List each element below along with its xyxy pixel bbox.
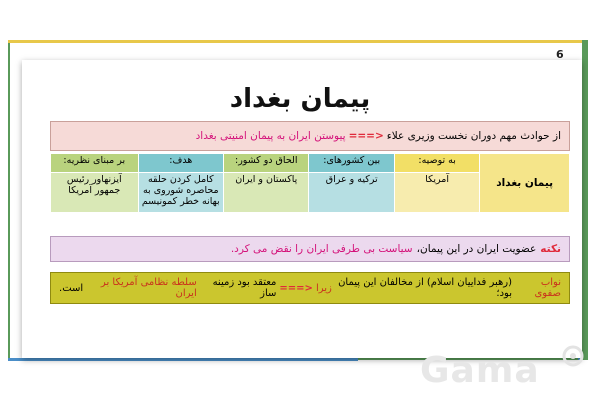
table-header: به توصیه: — [394, 154, 479, 173]
bottom-name: نواب صفوی — [534, 277, 561, 299]
bottom-because: زیرا — [315, 282, 332, 294]
frame-accent-bottom — [8, 358, 358, 361]
watermark-logo: Gama — [420, 350, 540, 391]
note-label: نکته — [540, 243, 561, 255]
table-cell: کامل کردن حلقه محاصره شوروی به بهانه خطر کمونیسم — [138, 173, 223, 213]
intro-box — [50, 121, 570, 151]
arrow-icon: <=== — [279, 282, 313, 294]
arrow-icon: <=== — [348, 130, 384, 142]
note-highlight: سیاست بی طرفی ایران را نقض می کرد. — [230, 243, 413, 255]
table-cell: آیزنهاور رئیس جمهور آمریکا — [51, 173, 139, 213]
bottom-text: (رهبر فداییان اسلام) از مخالفان این پیمان بود؛ — [338, 277, 513, 299]
table-cell: ترکیه و عراق — [309, 173, 394, 213]
gama-logo-icon — [562, 345, 584, 367]
bottom-highlight: سلطه نظامی آمریکا بر ایران — [100, 277, 197, 299]
intro-text: از حوادث مهم دوران نخست وزیری علاء — [386, 130, 561, 142]
intro-highlight: پیوستن ایران به پیمان امنیتی بغداد — [195, 130, 346, 142]
note-box — [50, 236, 570, 262]
bottom-end: است. — [59, 282, 84, 294]
info-table — [50, 153, 570, 213]
page-title: پیمان بغداد — [229, 84, 371, 114]
frame-accent-top — [8, 40, 582, 43]
table-header: بر مبنای نظریه: — [51, 154, 139, 173]
note-text: عضویت ایران در این پیمان، — [416, 243, 537, 255]
table-cell: آمریکا — [394, 173, 479, 213]
table-header: بین کشورهای: — [309, 154, 394, 173]
table-header: هدف: — [138, 154, 223, 173]
page-number: 6 — [556, 48, 564, 61]
table-main-label: پیمان بغداد — [480, 154, 570, 213]
bottom-text2: معتقد بود زمینه ساز — [212, 277, 277, 299]
table-header: الحاق دو کشور: — [224, 154, 309, 173]
bottom-box — [50, 272, 570, 304]
table-cell: پاکستان و ایران — [224, 173, 309, 213]
